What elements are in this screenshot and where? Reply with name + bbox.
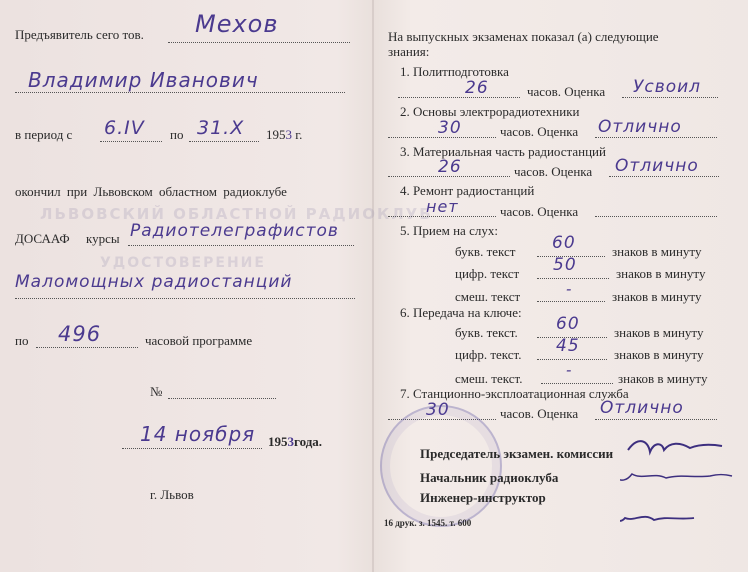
date-to-line	[189, 141, 259, 142]
round-stamp	[380, 405, 502, 527]
s1-hours: 26	[465, 78, 489, 98]
s7-hours-label: часов. Оценка	[500, 406, 579, 421]
number-line	[168, 398, 276, 399]
issue-date-line	[122, 448, 262, 449]
signatures	[620, 430, 740, 550]
issue-year: 1953года.	[268, 434, 323, 449]
s3-hours-label: часов. Оценка	[514, 164, 593, 179]
program-hours: 496	[58, 322, 102, 346]
s4-hours: нет	[426, 197, 459, 216]
transmit-mixed: -	[566, 361, 573, 379]
per-minute: знаков в минуту	[618, 371, 708, 386]
fold-line	[372, 0, 374, 572]
s2-grade-line	[595, 137, 717, 138]
s1-hours-label: часов. Оценка	[527, 84, 606, 99]
transmit-letters: 60	[556, 314, 580, 334]
city: г. Львов	[150, 487, 194, 502]
per-minute: знаков в минуту	[612, 289, 702, 304]
number-label: №	[150, 384, 163, 399]
s7-grade-line	[595, 419, 717, 420]
program-suffix: часовой программе	[145, 333, 253, 348]
subject-1: 1. Политподготовка	[400, 64, 509, 79]
bleed-through-text: ЛЬВОВСКИЙ ОБЛАСТНОЙ РАДИОКЛУБ	[40, 205, 433, 223]
issue-date: 14 ноября	[140, 422, 256, 446]
period-to: по	[170, 127, 184, 142]
courses-label: курсы	[86, 231, 120, 246]
reception-mixed-line	[537, 301, 605, 302]
dosaaf: ДОСААФ	[15, 231, 70, 246]
date-from-line	[100, 141, 162, 142]
s3-grade: Отлично	[615, 156, 699, 176]
full-name: Владимир Иванович	[28, 68, 259, 92]
reception-letters-label: букв. текст	[455, 244, 516, 259]
date-to: 31.X	[197, 117, 245, 139]
engineer-label: Инженер-инструктор	[420, 490, 546, 505]
reception-digits: 50	[553, 255, 577, 275]
date-from: 6.IV	[104, 117, 145, 139]
per-minute: знаков в минуту	[616, 266, 706, 281]
intro-line-1: На выпускных экзаменах показал (а) следующие	[388, 29, 659, 44]
transmit-mixed-line	[541, 383, 613, 384]
transmit-mixed-label: смеш. текст.	[455, 371, 523, 386]
s4-hours-line	[388, 216, 496, 217]
reception-mixed: -	[566, 280, 573, 298]
bleed-through-text: УДОСТОВЕРЕНИЕ	[100, 255, 266, 271]
surname: Мехов	[195, 10, 279, 38]
name-line	[15, 92, 345, 93]
s2-hours: 30	[438, 118, 462, 138]
reception-letters: 60	[552, 233, 576, 253]
s7-hours: 30	[426, 400, 450, 420]
engineer-signature	[620, 515, 694, 525]
bearer-label: Предъявитель сего тов.	[15, 27, 144, 42]
s1-hours-line	[398, 97, 520, 98]
hours-line	[36, 347, 138, 348]
course-name: Радиотелеграфистов	[130, 221, 339, 241]
intro-line-2: знания:	[388, 44, 430, 59]
s1-grade: Усвоил	[633, 77, 702, 97]
period-prefix: в период с	[15, 127, 73, 142]
transmit-letters-label: букв. текст.	[455, 325, 518, 340]
subject-5: 5. Прием на слух:	[400, 223, 498, 238]
reception-digits-label: цифр. текст	[455, 266, 520, 281]
s1-grade-line	[622, 97, 718, 98]
per-minute: знаков в минуту	[614, 325, 704, 340]
year: 1953 г.	[266, 127, 303, 142]
per-minute: знаков в минуту	[612, 244, 702, 259]
subject-2: 2. Основы электрорадиотехники	[400, 104, 580, 119]
transmit-digits-label: цифр. текст.	[455, 347, 522, 362]
s4-grade-line	[595, 216, 717, 217]
s3-hours: 26	[438, 157, 462, 177]
s2-grade: Отлично	[598, 117, 682, 137]
head-signature	[620, 474, 732, 482]
finished-line: окончил при Львовском областном радиоклубе	[15, 184, 287, 199]
transmit-digits: 45	[556, 336, 580, 356]
per-minute: знаков в минуту	[614, 347, 704, 362]
course-name-2: Маломощных радиостанций	[15, 272, 293, 292]
head-label: Начальник радиоклуба	[420, 470, 559, 485]
program-prefix: по	[15, 333, 29, 348]
reception-mixed-label: смеш. текст	[455, 289, 521, 304]
transmit-digits-line	[537, 359, 607, 360]
reception-digits-line	[537, 278, 609, 279]
s3-grade-line	[609, 176, 719, 177]
s2-hours-label: часов. Оценка	[500, 124, 579, 139]
course-line-2	[15, 298, 355, 299]
s4-hours-label: часов. Оценка	[500, 204, 579, 219]
chair-label: Председатель экзамен. комиссии	[420, 446, 614, 461]
subject-6: 6. Передача на ключе:	[400, 305, 522, 320]
subject-3: 3. Материальная часть радиостанций	[400, 144, 606, 159]
subject-7: 7. Станционно-эксплоатационная служба	[400, 386, 629, 401]
subject-4: 4. Ремонт радиостанций	[400, 183, 535, 198]
print-line: 16 друк. з. 1545. т. 600	[384, 518, 472, 528]
surname-line	[168, 42, 350, 43]
chair-signature	[628, 441, 722, 452]
course-line	[128, 245, 354, 246]
s7-grade: Отлично	[600, 398, 684, 418]
